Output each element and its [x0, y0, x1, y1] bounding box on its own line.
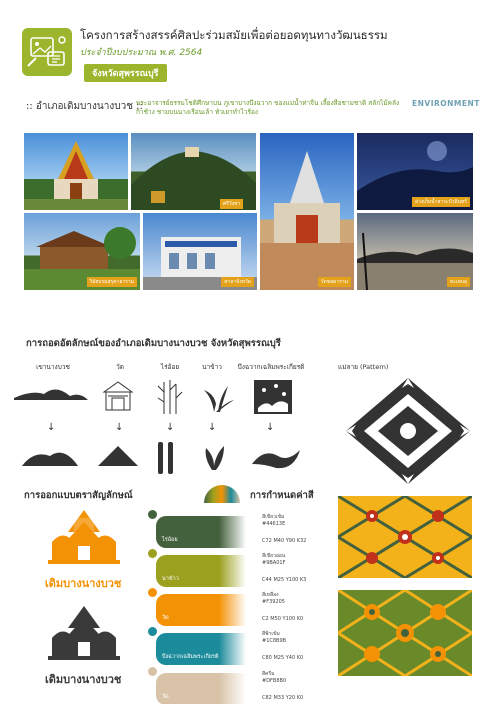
mountain-shape-icon — [22, 453, 78, 466]
symbol-label: วัด — [116, 363, 124, 371]
color-cmyk: C80 M25 Y40 K0 — [262, 655, 304, 661]
photo-temple — [24, 133, 128, 210]
color-dot — [148, 510, 157, 519]
logo-section-title: การออกแบบตราสัญลักษณ์ — [24, 490, 133, 501]
down-arrow-icon: ↓ — [115, 422, 124, 433]
swatch-label: วัด — [162, 694, 169, 700]
color-cmyk: C44 M25 Y100 K3 — [262, 577, 307, 583]
color-dot — [148, 588, 157, 597]
district-logo-color — [44, 508, 124, 570]
pattern-tile-yellow — [338, 496, 472, 578]
color-info — [262, 592, 285, 606]
symbol-simplified — [18, 440, 318, 480]
photo-caption: วิลัยบรมสรุคาธาราม — [87, 277, 138, 287]
color-swatch — [156, 633, 246, 665]
symbol-label: บึงฉวากเฉลิมพระเกียรติ — [237, 363, 305, 371]
swatch-label: วัด — [162, 615, 169, 621]
logo-text-color: เดิมบางนางบวช — [45, 577, 122, 590]
sugarcane-shape-icon — [158, 442, 173, 474]
rice-shape-icon — [206, 446, 224, 470]
color-swatch — [156, 516, 246, 548]
color-dot — [148, 627, 157, 636]
color-info — [262, 514, 285, 528]
lake-sketch-icon — [254, 380, 292, 414]
color-cmyk: C82 M33 Y20 K0 — [262, 695, 304, 701]
symbol-label: นาข้าว — [202, 363, 222, 371]
photo-building — [143, 213, 257, 290]
color-dot — [148, 549, 157, 558]
down-arrow-icon: ↓ — [266, 422, 275, 433]
color-info — [262, 671, 286, 685]
color-name: สีเหลือง — [262, 592, 279, 598]
color-cmyk: C2 M50 Y100 K0 — [262, 616, 304, 622]
symbol-label: ไร่อ้อย — [160, 363, 180, 371]
district-description: พระอาจารย์ธรรมโชติศึกษาบน ภูเขาบางบึงฉวาก ของแม่น้ำท่าจีน เลี้ยงสือชามชาติ สลักไม้คลังก้าช้าง ชามบนนางเรือนเล้า หัวเยาทำไวร้อง — [136, 99, 400, 116]
mountain-sketch-icon — [14, 389, 88, 400]
color-name: สีฟ้าเข้ม — [262, 631, 280, 637]
color-info — [262, 631, 286, 645]
color-hex: #9BA01F — [262, 560, 286, 566]
photo-caption: ทะเลบลุ — [447, 277, 470, 287]
logo-text-mono: เดิมบางนางบวช — [45, 673, 122, 686]
swatch-label: นาข้าว — [162, 576, 179, 582]
photo-caption: วัดชลดาราม — [318, 277, 351, 287]
color-section-title: การกำหนดค่าสี — [250, 490, 314, 501]
color-hex: #DFB8B0 — [262, 678, 287, 684]
photo-caption: ศาลาจังหวัด — [221, 277, 254, 287]
project-logo — [22, 28, 72, 76]
down-arrow-icon: ↓ — [166, 422, 175, 433]
color-hex: #F39205 — [262, 599, 285, 605]
rice-sketch-icon — [204, 386, 234, 412]
page-subtitle: ประจำปีงบประมาณ พ.ศ. 2564 — [80, 48, 203, 58]
photo-caption: ศรีวังชา — [220, 199, 243, 209]
palette-icon — [22, 28, 72, 76]
color-swatch — [156, 673, 246, 704]
wave-shape-icon — [252, 450, 300, 468]
color-name: สีเขียวอ่อน — [262, 553, 286, 559]
sugarcane-sketch-icon — [158, 380, 182, 414]
photo-pavilion — [24, 213, 140, 290]
symbols-title: การถอดอัตลักษณ์ของอำเภอเดิมบางนางบวช จังหวัดสุพรรณบุรี — [26, 338, 281, 349]
photo-caption: อ่างเก็บน้ำสาระบัวอินทร์ — [412, 197, 470, 207]
color-name: สีเขียวเข้ม — [262, 514, 285, 520]
photo-sunset — [357, 213, 473, 290]
color-cmyk: C72 M40 Y90 K32 — [262, 538, 307, 544]
color-name: สีครีม — [262, 671, 275, 677]
symbol-label: เขานางบวช — [36, 363, 70, 371]
down-arrow-icon: ↓ — [208, 422, 217, 433]
color-swatch — [156, 555, 246, 587]
environment-tag: ENVIRONMENT — [412, 99, 480, 108]
color-swatch — [156, 594, 246, 626]
pattern-motif — [344, 376, 472, 486]
swatch-label: บึงฉวากเฉลิมพระเกียรติ — [162, 654, 219, 660]
photo-lake-night — [357, 133, 473, 210]
district-title: :: อำเภอเดิมบางนางบวช :: — [26, 101, 143, 112]
symbol-sketches — [14, 378, 324, 418]
color-hex: #1C8B9B — [262, 638, 287, 644]
color-dot — [148, 667, 157, 676]
color-hex: #44613E — [262, 521, 286, 527]
down-arrow-icon: ↓ — [47, 422, 56, 433]
province-badge: จังหวัดสุพรรณบุรี — [84, 64, 167, 82]
color-arc-icon — [204, 485, 240, 503]
pattern-label: แม่ลาย (Pattern) — [338, 363, 389, 371]
pattern-tile-green — [338, 590, 472, 676]
temple-shape-icon — [98, 446, 138, 466]
district-logo-mono — [44, 604, 124, 666]
temple-sketch-icon — [104, 382, 132, 410]
photo-chedi — [260, 133, 354, 290]
swatch-label: ไร่อ้อย — [162, 537, 178, 543]
color-info — [262, 553, 285, 567]
page-title: โครงการสร้างสรรค์ศิลปะร่วมสมัยเพื่อต่อยอดทุนทางวัฒนธรรม — [80, 28, 388, 42]
